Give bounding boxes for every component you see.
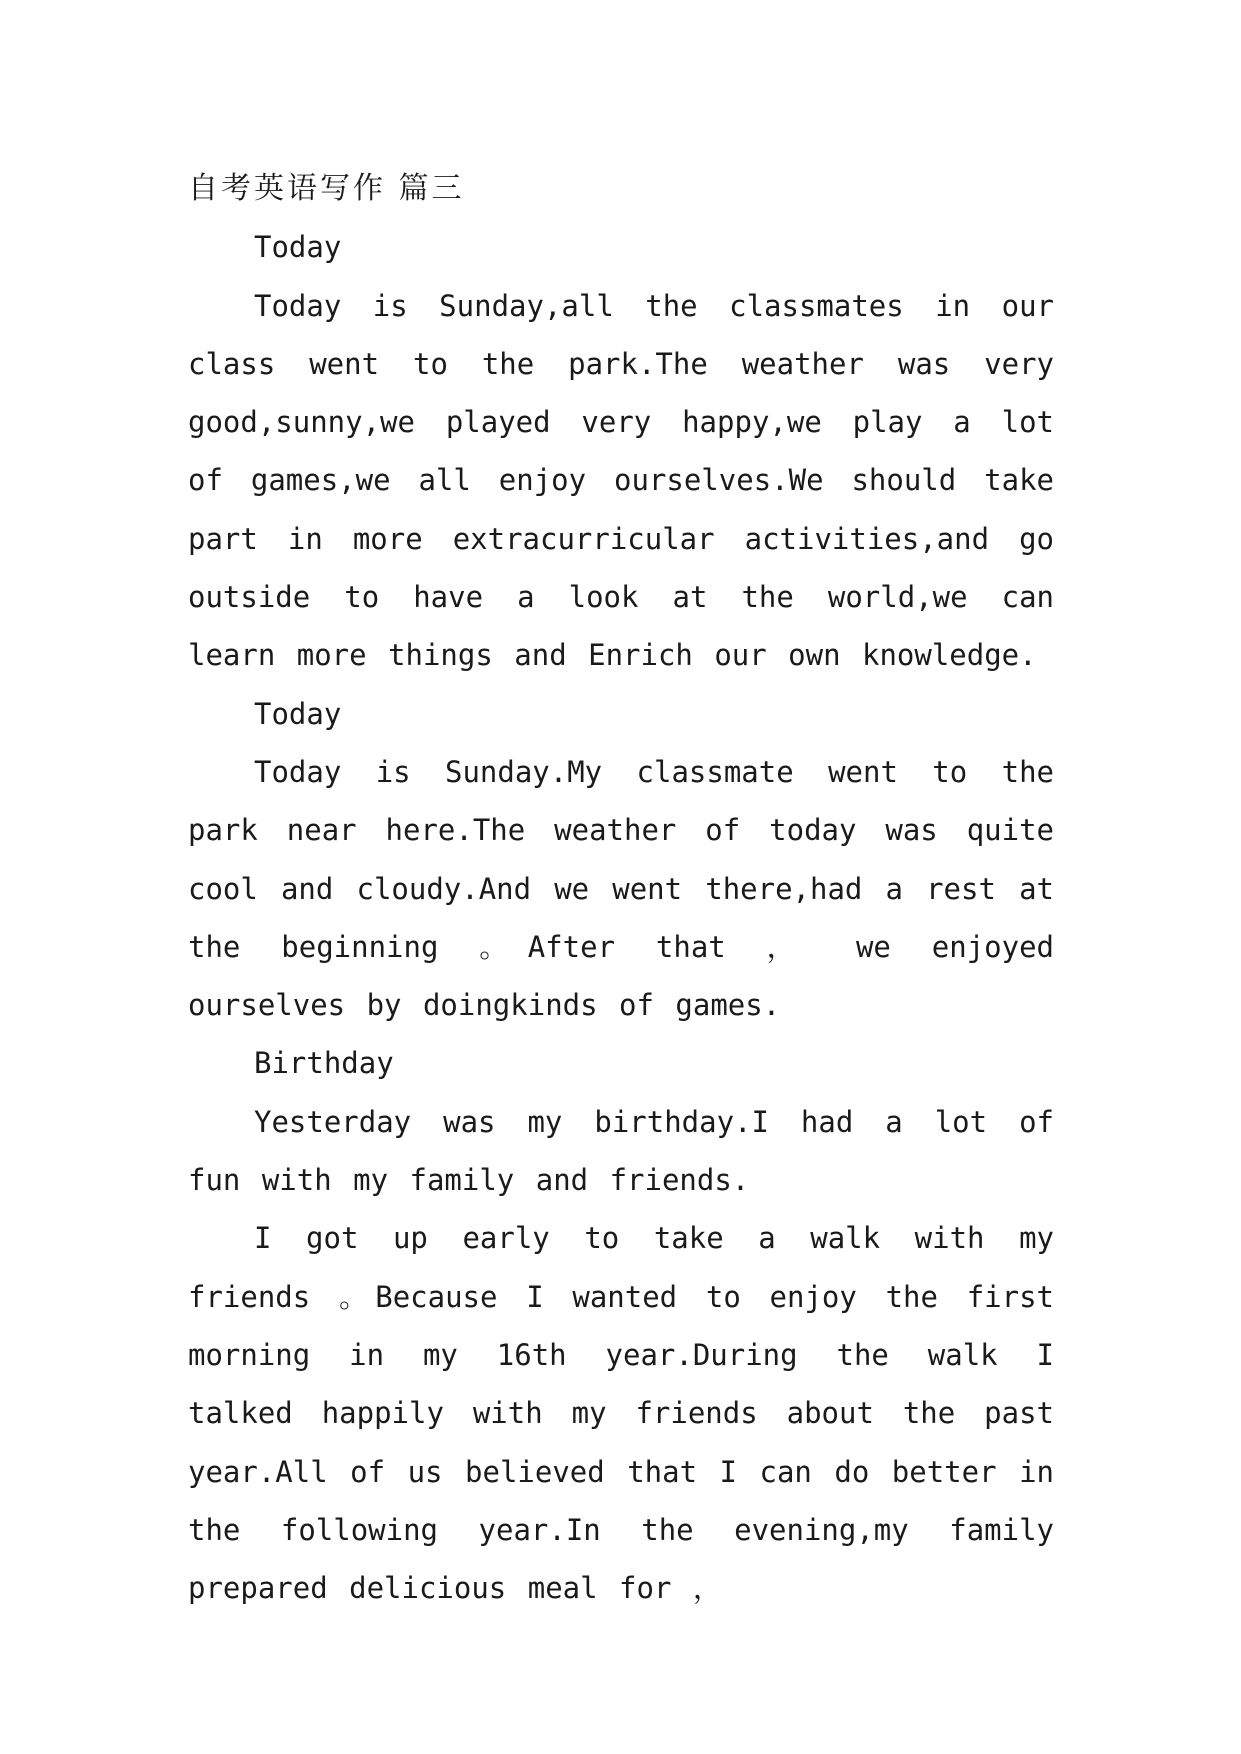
paragraph: Today is Sunday,all the classmates in our class went to the park.The weather was very good,sunny,we played very happy,we play a lot of games,we all enjoy ourselves.We should take part in more extracurricular activities,and go outside to have a look at the world,we can learn more things and Enrich our own knowledge. <box>188 288 1054 673</box>
section-title: Birthday <box>254 1046 394 1081</box>
paragraph: Today is Sunday.My classmate went to the park near here.The weather of today was quite cool and cloudy.And we went there,had a rest at the beginning 。After that ， we enjoyed ourselves by doingkinds of games. <box>188 754 1054 1023</box>
paragraph: I got up early to take a walk with my friends 。Because I wanted to enjoy the first morning in my 16th year.During the walk I talked happily with my friends about the past year.All of us believed that I can do better in the following year.In the evening,my family prepared delicious meal for ， <box>188 1221 1054 1606</box>
paragraph: Yesterday was my birthday.I had a lot of fun with my family and friends. <box>188 1104 1054 1198</box>
document-heading: 自考英语写作 篇三 <box>188 171 465 206</box>
section-title: Today <box>254 230 342 265</box>
section-title: Today <box>254 696 342 731</box>
document-body <box>188 160 1054 1617</box>
